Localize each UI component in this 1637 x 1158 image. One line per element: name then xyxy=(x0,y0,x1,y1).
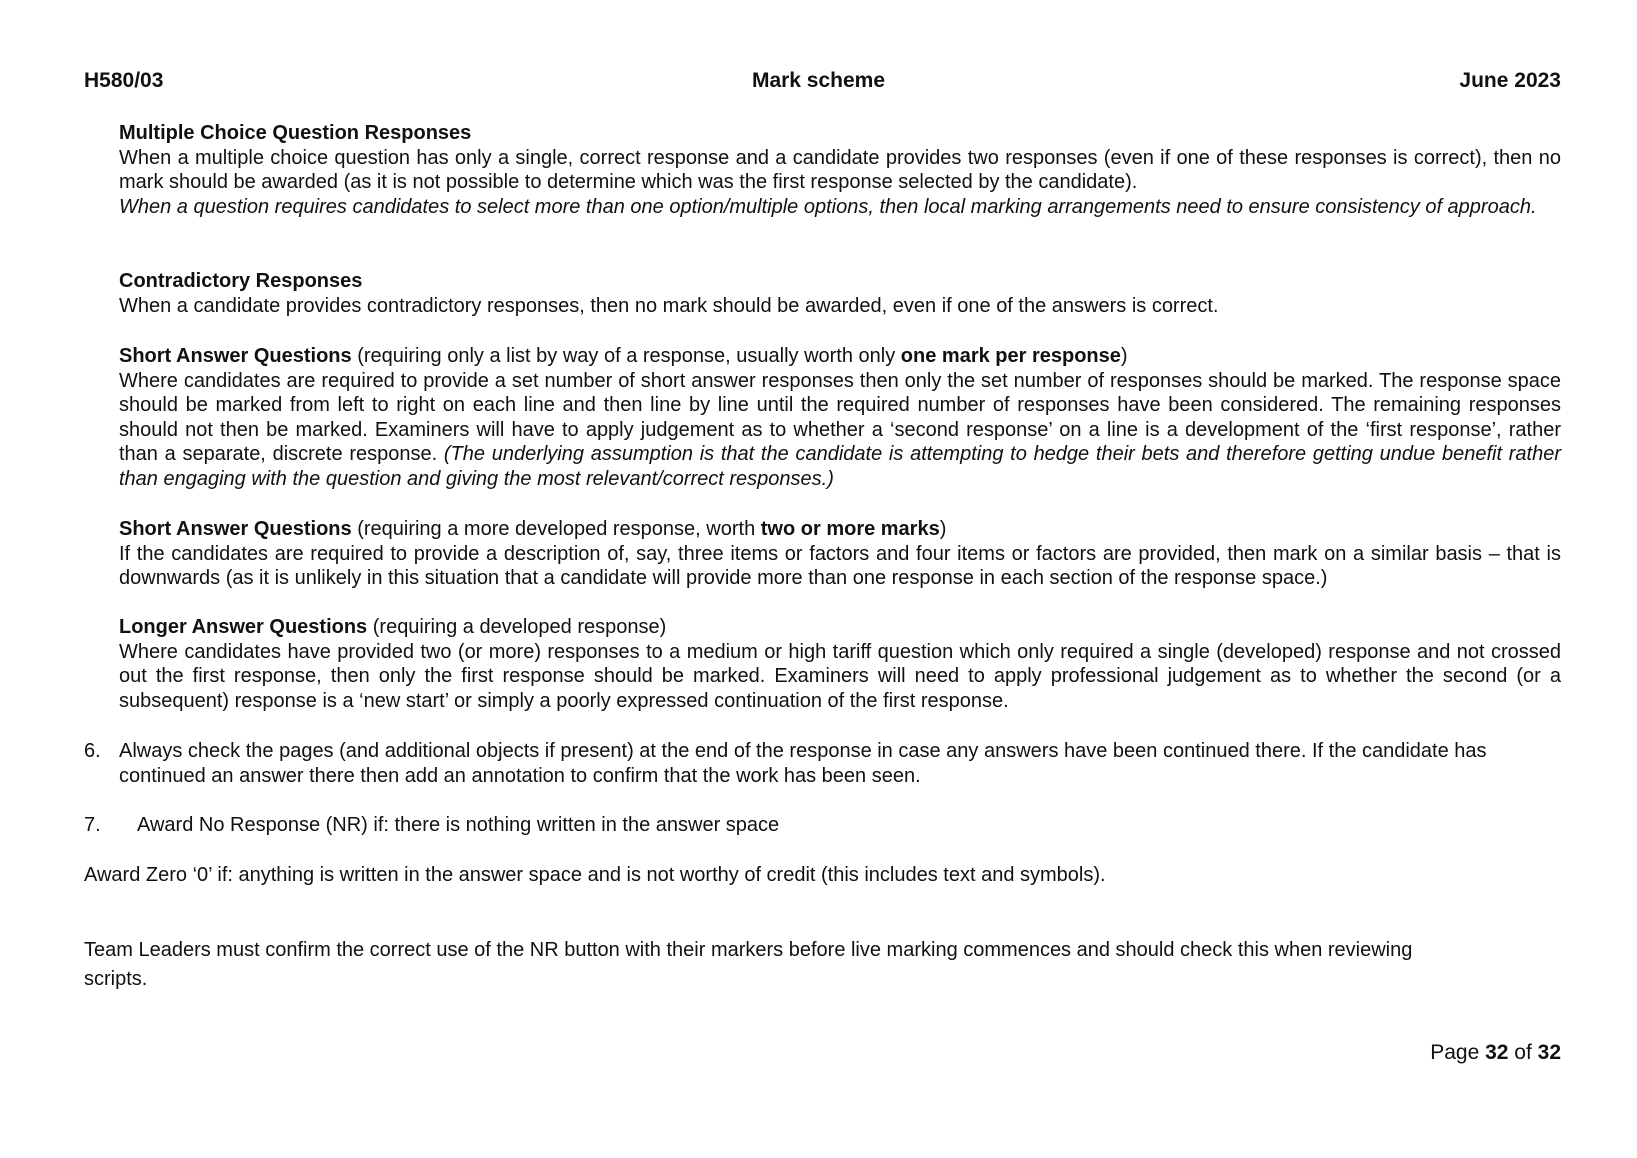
longer-subtitle: (requiring a developed response) xyxy=(367,616,667,638)
contradictory-section xyxy=(119,269,1561,318)
team-leaders-line-1: Team Leaders must confirm the correct use of the NR button with their markers before live marking commences and should check this when reviewing xyxy=(84,939,1413,961)
mcq-text: When a multiple choice question has only a single, correct response and a candidate provides two responses (even if one of these responses is correct), then no mark should be awarded (as it is not possible to determine which was the first response selected by the candidate). xyxy=(119,146,1561,194)
short2-subtitle-end: ) xyxy=(939,518,947,540)
short1-heading: Short Answer Questions xyxy=(119,345,352,367)
longer-text: Where candidates have provided two (or more) responses to a medium or high tariff question which only required a single (developed) response and not crossed out the first response, then only the first response should be marked. Examiners will need to apply professional judgement as to whether the second (or a subsequent) response is a ‘new start’ or simply a poorly expressed continuation of the first response. xyxy=(119,640,1561,712)
total-pages: 32 xyxy=(1537,1041,1561,1064)
team-leaders-note xyxy=(84,936,1412,994)
short1-subtitle-bold: one mark per response xyxy=(900,345,1121,367)
item-7-text: Award No Response (NR) if: there is nothing written in the answer space xyxy=(137,814,780,836)
short1-italic-note: (The underlying assumption is that the candidate is attempting to hedge their bets and therefore getting undue benefit rather than engaging with the question and giving the most relevant/correct responses.) xyxy=(119,443,1561,490)
short1-subtitle-end: ) xyxy=(1120,345,1128,367)
page-label: Page xyxy=(1430,1041,1486,1064)
mcq-heading: Multiple Choice Question Responses xyxy=(119,122,472,144)
mcq-section xyxy=(119,121,1561,219)
of-label: of xyxy=(1508,1041,1538,1064)
contradictory-text: When a candidate provides contradictory responses, then no mark should be awarded, even if one of the answers is correct. xyxy=(119,294,1219,317)
short2-heading: Short Answer Questions xyxy=(119,518,352,540)
mcq-italic-note: When a question requires candidates to select more than one option/multiple options, then local marking arrangements need to ensure consistency of approach. xyxy=(119,195,1537,218)
page-title: Mark scheme xyxy=(751,69,886,92)
contradictory-heading: Contradictory Responses xyxy=(119,270,363,292)
short1-subtitle: (requiring only a list by way of a response, usually worth only xyxy=(351,345,901,367)
award-zero-text: Award Zero ‘0’ if: anything is written in the answer space and is not worthy of credit (this includes text and symbols). xyxy=(84,864,1106,886)
short2-text: If the candidates are required to provide a description of, say, three items or factors and four items or factors are provided, then mark on a similar basis – that is downwards (as it is unlikely in this situation that a candidate will provide more than one response in each section of the response space.) xyxy=(119,542,1561,590)
item-6-text: Always check the pages (and additional objects if present) at the end of the response in case any answers have been continued there. If the candidate has continued an answer there then add an annotation to confirm that the work has been seen. xyxy=(119,740,1487,787)
short-answer-list-section xyxy=(119,344,1561,492)
team-leaders-line-2: scripts. xyxy=(84,968,148,990)
short2-subtitle: (requiring a more developed response, worth xyxy=(351,518,761,540)
short2-subtitle-bold: two or more marks xyxy=(760,518,940,540)
current-page: 32 xyxy=(1485,1041,1509,1064)
document-code: H580/03 xyxy=(84,69,164,92)
longer-answer-section xyxy=(119,615,1561,713)
short-answer-developed-section xyxy=(119,517,1561,591)
item-6-number: 6. xyxy=(84,740,101,762)
longer-heading: Longer Answer Questions xyxy=(119,616,368,638)
short1-text: Where candidates are required to provide a set number of short answer responses then only the set number of responses should be marked. The response space should be marked from left to right on each line and then line by line until the required number of responses have been considered. The remaining responses should not then be marked. Examiners will have to apply judgement as to whether a ‘second response’ on a line is a development of the ‘first response’, rather than a separate, discrete response. xyxy=(119,369,1561,466)
item-7-number: 7. xyxy=(84,814,101,836)
page-number xyxy=(1430,1041,1561,1065)
document-date: June 2023 xyxy=(1459,69,1561,92)
